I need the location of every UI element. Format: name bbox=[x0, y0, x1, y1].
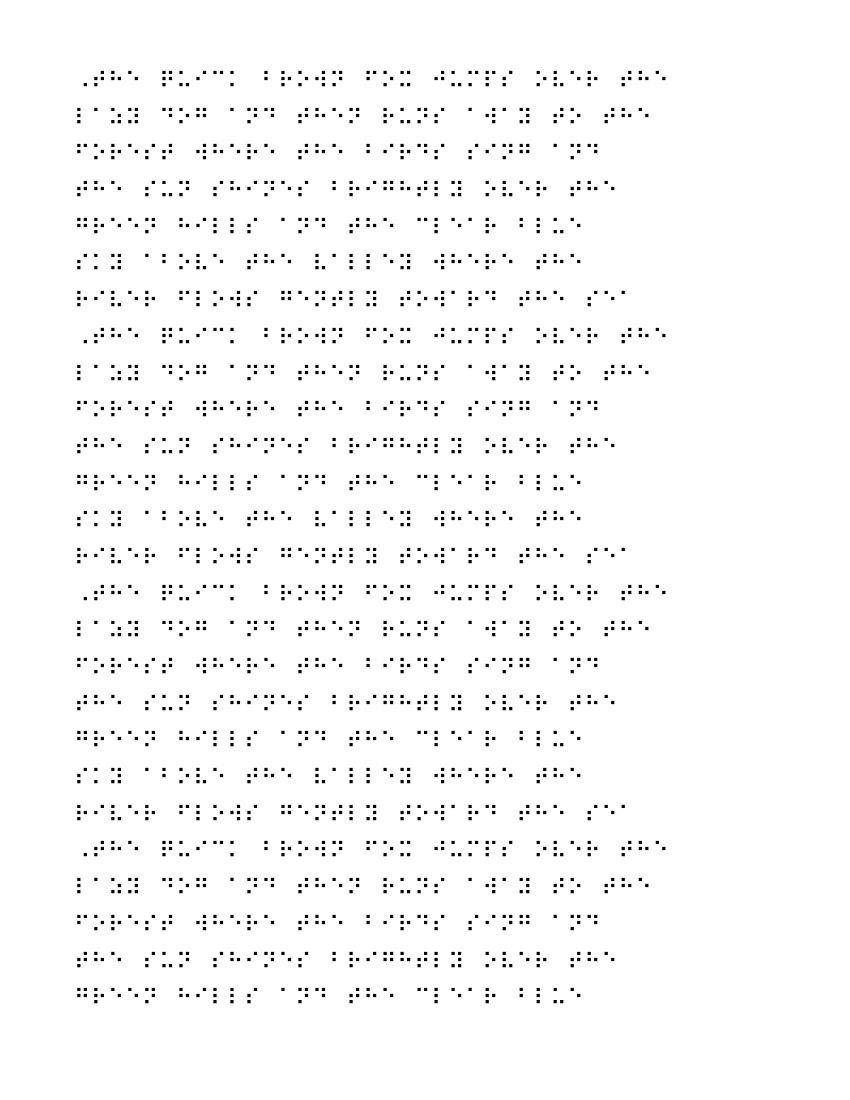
braille-line-17: ⠋⠕⠗⠑⠎⠞⠀⠺⠓⠑⠗⠑⠀⠞⠓⠑⠀⠃⠊⠗⠙⠎⠀⠎⠊⠝⠛⠀⠁⠝⠙ bbox=[74, 656, 602, 681]
braille-line-19: ⠛⠗⠑⠑⠝⠀⠓⠊⠇⠇⠎⠀⠁⠝⠙⠀⠞⠓⠑⠀⠉⠇⠑⠁⠗⠀⠃⠇⠥⠑ bbox=[74, 729, 585, 755]
braille-line-13: ⠎⠅⠽⠀⠁⠃⠕⠧⠑⠀⠞⠓⠑⠀⠧⠁⠇⠇⠑⠽⠀⠺⠓⠑⠗⠑⠀⠞⠓⠑ bbox=[74, 509, 585, 535]
braille-line-18: ⠞⠓⠑⠀⠎⠥⠝⠀⠎⠓⠊⠝⠑⠎⠀⠃⠗⠊⠛⠓⠞⠇⠽⠀⠕⠧⠑⠗⠀⠞⠓⠑ bbox=[74, 692, 619, 718]
braille-line-21: ⠗⠊⠧⠑⠗⠀⠋⠇⠕⠺⠎⠀⠛⠑⠝⠞⠇⠽⠀⠞⠕⠺⠁⠗⠙⠀⠞⠓⠑⠀⠎⠑⠁ bbox=[74, 802, 636, 828]
braille-line-22: ⠠⠞⠓⠑⠀⠟⠥⠊⠉⠅⠀⠃⠗⠕⠺⠝⠀⠋⠕⠭⠀⠚⠥⠍⠏⠎⠀⠕⠧⠑⠗⠀⠞⠓⠑ bbox=[74, 839, 670, 865]
braille-line-1: ⠠⠞⠓⠑⠀⠟⠥⠊⠉⠅⠀⠃⠗⠕⠺⠝⠀⠋⠕⠭⠀⠚⠥⠍⠏⠎⠀⠕⠧⠑⠗⠀⠞⠓⠑ bbox=[74, 69, 670, 94]
braille-line-5: ⠛⠗⠑⠑⠝⠀⠓⠊⠇⠇⠎⠀⠁⠝⠙⠀⠞⠓⠑⠀⠉⠇⠑⠁⠗⠀⠃⠇⠥⠑ bbox=[74, 215, 585, 241]
braille-line-15: ⠠⠞⠓⠑⠀⠟⠥⠊⠉⠅⠀⠃⠗⠕⠺⠝⠀⠋⠕⠭⠀⠚⠥⠍⠏⠎⠀⠕⠧⠑⠗⠀⠞⠓⠑ bbox=[74, 582, 670, 608]
braille-line-6: ⠎⠅⠽⠀⠁⠃⠕⠧⠑⠀⠞⠓⠑⠀⠧⠁⠇⠇⠑⠽⠀⠺⠓⠑⠗⠑⠀⠞⠓⠑ bbox=[74, 252, 585, 278]
braille-line-8: ⠠⠞⠓⠑⠀⠟⠥⠊⠉⠅⠀⠃⠗⠕⠺⠝⠀⠋⠕⠭⠀⠚⠥⠍⠏⠎⠀⠕⠧⠑⠗⠀⠞⠓⠑ bbox=[74, 325, 670, 351]
braille-line-11: ⠞⠓⠑⠀⠎⠥⠝⠀⠎⠓⠊⠝⠑⠎⠀⠃⠗⠊⠛⠓⠞⠇⠽⠀⠕⠧⠑⠗⠀⠞⠓⠑ bbox=[74, 435, 619, 461]
braille-line-20: ⠎⠅⠽⠀⠁⠃⠕⠧⠑⠀⠞⠓⠑⠀⠧⠁⠇⠇⠑⠽⠀⠺⠓⠑⠗⠑⠀⠞⠓⠑ bbox=[74, 766, 585, 792]
braille-line-25: ⠞⠓⠑⠀⠎⠥⠝⠀⠎⠓⠊⠝⠑⠎⠀⠃⠗⠊⠛⠓⠞⠇⠽⠀⠕⠧⠑⠗⠀⠞⠓⠑ bbox=[74, 949, 619, 975]
braille-line-4: ⠞⠓⠑⠀⠎⠥⠝⠀⠎⠓⠊⠝⠑⠎⠀⠃⠗⠊⠛⠓⠞⠇⠽⠀⠕⠧⠑⠗⠀⠞⠓⠑ bbox=[74, 179, 619, 205]
braille-line-23: ⠇⠁⠵⠽⠀⠙⠕⠛⠀⠁⠝⠙⠀⠞⠓⠑⠝⠀⠗⠥⠝⠎⠀⠁⠺⠁⠽⠀⠞⠕⠀⠞⠓⠑ bbox=[74, 876, 653, 902]
braille-line-26: ⠛⠗⠑⠑⠝⠀⠓⠊⠇⠇⠎⠀⠁⠝⠙⠀⠞⠓⠑⠀⠉⠇⠑⠁⠗⠀⠃⠇⠥⠑ bbox=[74, 986, 585, 1012]
braille-line-10: ⠋⠕⠗⠑⠎⠞⠀⠺⠓⠑⠗⠑⠀⠞⠓⠑⠀⠃⠊⠗⠙⠎⠀⠎⠊⠝⠛⠀⠁⠝⠙ bbox=[74, 399, 602, 425]
braille-line-14: ⠗⠊⠧⠑⠗⠀⠋⠇⠕⠺⠎⠀⠛⠑⠝⠞⠇⠽⠀⠞⠕⠺⠁⠗⠙⠀⠞⠓⠑⠀⠎⠑⠁ bbox=[74, 545, 636, 571]
braille-line-7: ⠗⠊⠧⠑⠗⠀⠋⠇⠕⠺⠎⠀⠛⠑⠝⠞⠇⠽⠀⠞⠕⠺⠁⠗⠙⠀⠞⠓⠑⠀⠎⠑⠁ bbox=[74, 289, 636, 315]
braille-line-12: ⠛⠗⠑⠑⠝⠀⠓⠊⠇⠇⠎⠀⠁⠝⠙⠀⠞⠓⠑⠀⠉⠇⠑⠁⠗⠀⠃⠇⠥⠑ bbox=[74, 472, 585, 498]
braille-line-9: ⠇⠁⠵⠽⠀⠙⠕⠛⠀⠁⠝⠙⠀⠞⠓⠑⠝⠀⠗⠥⠝⠎⠀⠁⠺⠁⠽⠀⠞⠕⠀⠞⠓⠑ bbox=[74, 362, 653, 388]
braille-line-3: ⠋⠕⠗⠑⠎⠞⠀⠺⠓⠑⠗⠑⠀⠞⠓⠑⠀⠃⠊⠗⠙⠎⠀⠎⠊⠝⠛⠀⠁⠝⠙ bbox=[74, 142, 602, 168]
braille-line-2: ⠇⠁⠵⠽⠀⠙⠕⠛⠀⠁⠝⠙⠀⠞⠓⠑⠝⠀⠗⠥⠝⠎⠀⠁⠺⠁⠽⠀⠞⠕⠀⠞⠓⠑ bbox=[74, 105, 653, 131]
braille-line-16: ⠇⠁⠵⠽⠀⠙⠕⠛⠀⠁⠝⠙⠀⠞⠓⠑⠝⠀⠗⠥⠝⠎⠀⠁⠺⠁⠽⠀⠞⠕⠀⠞⠓⠑ bbox=[74, 619, 653, 645]
braille-text-block bbox=[74, 64, 790, 1018]
braille-line-24: ⠋⠕⠗⠑⠎⠞⠀⠺⠓⠑⠗⠑⠀⠞⠓⠑⠀⠃⠊⠗⠙⠎⠀⠎⠊⠝⠛⠀⠁⠝⠙ bbox=[74, 912, 602, 938]
